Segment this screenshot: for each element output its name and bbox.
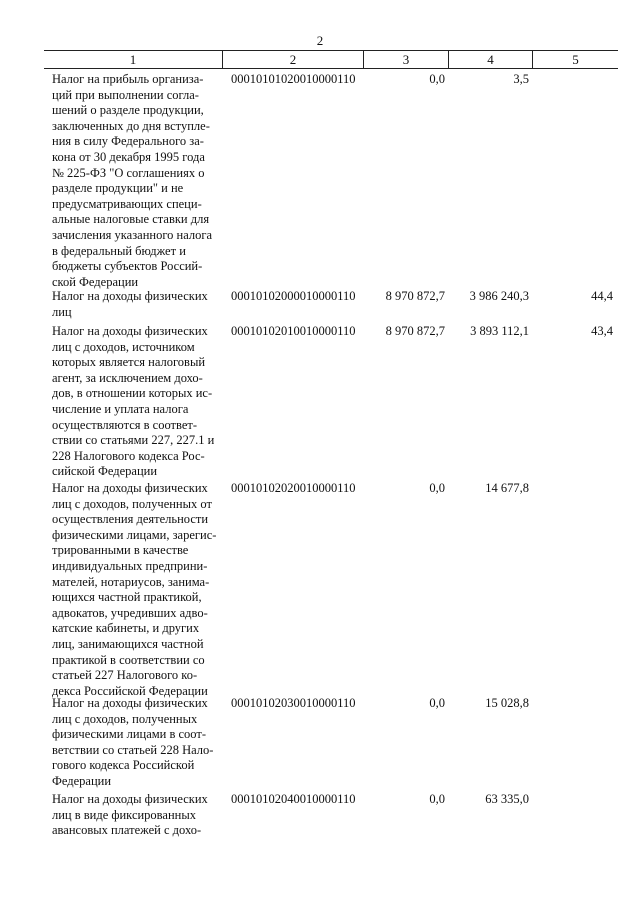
row-value-3: 0,0: [429, 792, 445, 806]
row-value-4: 63 335,0: [485, 792, 529, 806]
row-code: 00010102000010000110: [231, 289, 356, 303]
row-value-3: 0,0: [429, 696, 445, 710]
row-code: 00010102030010000110: [231, 696, 356, 710]
page-number: 2: [316, 33, 324, 48]
row-value-5: 44,4: [591, 289, 613, 303]
row-code: 00010102010010000110: [231, 324, 356, 338]
row-code: 00010101020010000110: [231, 72, 356, 86]
row-value-4: 3,5: [513, 72, 529, 86]
row-value-3: 0,0: [429, 481, 445, 495]
row-value-4: 14 677,8: [485, 481, 529, 495]
row-name: Налог на прибыль организа- ций при выполнении согла- шений о разделе продукции, заключенных до дня вступле- ния в силу Федерального за- кона от 30 декабря 1995 года № 225-ФЗ "О соглашениях о разделе продукции" и не предусматривающих специ- альные налоговые ставки для зачисления указанного налога в федеральный бюджет и бюджеты субъектов Россий- ской Федерации: [52, 72, 213, 289]
row-value-3: 8 970 872,7: [385, 324, 445, 338]
row-value-3: 8 970 872,7: [385, 289, 445, 303]
row-value-3: 0,0: [429, 72, 445, 86]
row-name: Налог на доходы физических лиц с доходов, источником которых является налоговый агент, за исключением дохо- дов, в отношении которых ис- числение и уплата налога осуществляются в соответ- ствии со статьями 227, 227.1 и 228 Налогового кодекса Рос- сийской Федерации: [52, 324, 215, 479]
row-code: 00010102040010000110: [231, 792, 356, 806]
column-header-5: 5: [572, 52, 579, 67]
row-value-4: 3 893 112,1: [470, 324, 529, 338]
row-value-5: 43,4: [591, 324, 613, 338]
row-code: 00010102020010000110: [231, 481, 356, 495]
row-name: Налог на доходы физических лиц с доходов, полученных физическими лицами в соот- ветствии со статьей 228 Нало- гового кодекса Российской Федерации: [52, 696, 214, 788]
row-name: Налог на доходы физических лиц в виде фиксированных авансовых платежей с дохо-: [52, 792, 208, 838]
column-header-2: 2: [289, 52, 297, 67]
row-name: Налог на доходы физических лиц: [52, 289, 208, 319]
column-header-3: 3: [402, 52, 410, 67]
column-header-4: 4: [487, 52, 494, 67]
column-header-1: 1: [129, 52, 137, 67]
row-value-4: 15 028,8: [485, 696, 529, 710]
row-name: Налог на доходы физических лиц с доходов, полученных от осуществления деятельности физическими лицами, зарегис- трированными в качестве индивидуальных предприни- мателей, нотариусов, занима- ющихся частной практикой, адвокатов, учредивших адво- катские кабинеты, и других лиц, занимающихся частной практикой в соответствии со статьей 227 Налогового ко- декса Российской Федерации: [52, 481, 217, 698]
row-value-4: 3 986 240,3: [469, 289, 529, 303]
